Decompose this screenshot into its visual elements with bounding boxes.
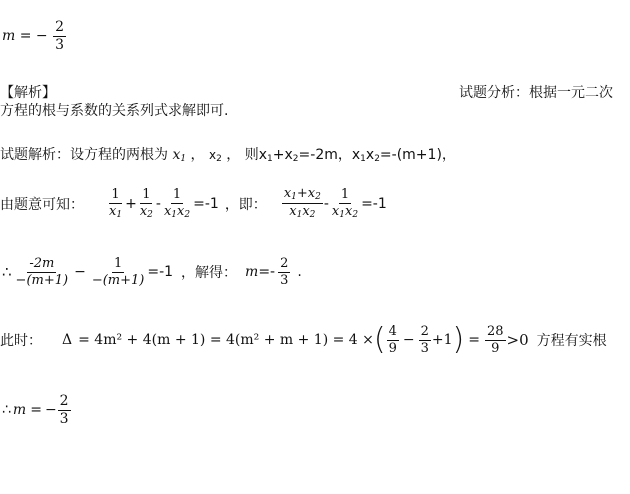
sub: 1 <box>296 210 303 221</box>
top-answer <box>2 20 67 52</box>
denominator: 9 <box>491 340 500 356</box>
denominator <box>330 204 360 220</box>
real-roots-text: 方程有实根 <box>536 333 607 350</box>
prod-sub1: 1 <box>360 154 366 164</box>
solve-text: ，解得： <box>181 265 238 282</box>
frac-1-over-neg-m1 <box>90 257 147 287</box>
numerator: 1 <box>340 186 350 202</box>
equals-minus: =- <box>258 264 276 281</box>
equals-neg1: =-1 <box>193 195 219 212</box>
fraction-numerator: 2 <box>59 393 69 409</box>
fraction-numerator: 2 <box>55 19 65 35</box>
sub: 1 <box>171 209 178 220</box>
condition-prefix: 由题意可知： <box>0 196 84 213</box>
x-letter: x <box>109 203 117 219</box>
minus-sign: − <box>44 402 57 419</box>
period: . <box>297 264 302 281</box>
fraction-denominator: 3 <box>59 410 69 427</box>
numerator: 2 <box>420 324 429 339</box>
plus-x: +x <box>296 186 316 201</box>
x2-subscript: 2 <box>216 154 222 164</box>
numerator <box>282 187 323 204</box>
sum-sub2: 2 <box>292 154 299 164</box>
fraction-denominator: 3 <box>55 36 65 53</box>
condition-line <box>0 187 387 221</box>
minus: - <box>155 195 161 212</box>
numerator: 28 <box>487 324 504 339</box>
numerator: 1 <box>113 256 123 271</box>
frac-sum-over-prod <box>282 187 323 221</box>
sum-value: =-2m，x <box>298 147 361 163</box>
plus: + <box>125 195 137 212</box>
var-x2 <box>209 148 222 162</box>
then-text: ， 则x <box>226 147 268 163</box>
frac-1-over-x1 <box>107 188 124 220</box>
x-letter: x <box>177 203 185 219</box>
minus: − <box>402 332 415 349</box>
analysis-line2: 方程的根与系数的关系列式求解即可. <box>0 103 229 119</box>
final-answer <box>2 394 72 426</box>
therefore-symbol: ∴ <box>2 263 12 282</box>
numerator: 4 <box>388 324 397 339</box>
discriminant-line <box>0 322 607 358</box>
prod-rest: x <box>365 147 375 163</box>
prod-value: =-(m+1)， <box>379 147 456 163</box>
sub: 2 <box>184 209 191 220</box>
fraction <box>278 257 290 287</box>
x-letter: x <box>283 186 292 201</box>
prod-sub2: 2 <box>374 154 380 164</box>
denominator: −(m+1) <box>15 272 69 288</box>
denominator <box>162 204 192 220</box>
therefore-line <box>2 257 302 287</box>
x-letter: x <box>302 204 310 220</box>
frac-1-over-x2 <box>138 188 155 220</box>
therefore-symbol: ∴ <box>2 402 11 419</box>
x-letter: x <box>331 203 340 219</box>
x-letter: x <box>345 203 353 219</box>
denominator: 3 <box>280 272 289 288</box>
equals-neg1: =-1 <box>361 195 387 212</box>
frac-2-3 <box>419 325 431 355</box>
discriminant-expr: = 4m² + 4(m + 1) = 4(m² + m + 1) = 4 × <box>78 332 374 349</box>
denominator: 9 <box>388 340 397 356</box>
analysis-right-text: 试题分析：根据一元二次 <box>459 85 613 101</box>
frac-1-over-x1x2 <box>162 188 192 220</box>
x-letter: x <box>163 203 172 219</box>
frac-28-9 <box>485 325 506 355</box>
close-paren: ) <box>452 322 465 358</box>
sub: 2 <box>147 209 153 220</box>
numerator: -2m <box>29 256 55 271</box>
intro-text: 试题解析：设方程的两根为 <box>0 147 168 163</box>
minus: - <box>323 195 329 212</box>
intro-comma: ， <box>190 147 205 163</box>
greater-than-zero: >0 <box>506 331 529 350</box>
sub: 1 <box>291 192 297 202</box>
minus: − <box>74 264 86 281</box>
sub: 2 <box>352 209 359 220</box>
solution-intro <box>0 144 456 164</box>
denominator <box>107 204 124 220</box>
x1-letter: x <box>172 147 181 163</box>
equals-neg1: =-1 <box>147 264 174 281</box>
var-m: m <box>2 28 16 45</box>
sub: 2 <box>315 192 321 202</box>
numerator: 1 <box>142 186 151 202</box>
frac-1-over-x1x2-b <box>330 188 360 220</box>
condition-mid: ，即： <box>224 196 267 213</box>
frac-neg2m <box>14 257 71 287</box>
x1-subscript: 1 <box>180 154 187 164</box>
denominator <box>287 204 317 220</box>
discriminant-prefix: 此时： <box>0 333 42 350</box>
sub: 1 <box>116 209 123 220</box>
fraction <box>53 20 66 52</box>
equals: = <box>30 402 42 419</box>
x-letter: x <box>139 203 148 219</box>
x-letter: x <box>289 204 297 220</box>
var-m: m <box>12 402 27 419</box>
equals: = <box>19 28 32 45</box>
sum-rest: +x <box>272 147 293 163</box>
var-x1 <box>172 147 186 163</box>
numerator: 2 <box>280 256 289 271</box>
sub: 2 <box>309 210 316 221</box>
denominator: 3 <box>420 340 429 356</box>
denominator <box>138 204 155 220</box>
numerator: 1 <box>111 186 120 202</box>
sum-sub1: 1 <box>267 154 273 164</box>
open-paren: ( <box>373 322 386 358</box>
numerator: 1 <box>172 186 182 202</box>
frac-4-9 <box>387 325 399 355</box>
x2-letter: x <box>209 148 217 162</box>
equals: = <box>468 332 480 349</box>
sub: 1 <box>339 209 345 220</box>
var-m: m <box>245 264 259 281</box>
plus-one: +1 <box>431 332 453 349</box>
analysis-label: 【解析】 <box>0 85 56 101</box>
delta-symbol: Δ <box>62 332 73 349</box>
fraction <box>58 394 71 426</box>
denominator: −(m+1) <box>91 272 145 288</box>
minus-sign: − <box>35 28 48 45</box>
